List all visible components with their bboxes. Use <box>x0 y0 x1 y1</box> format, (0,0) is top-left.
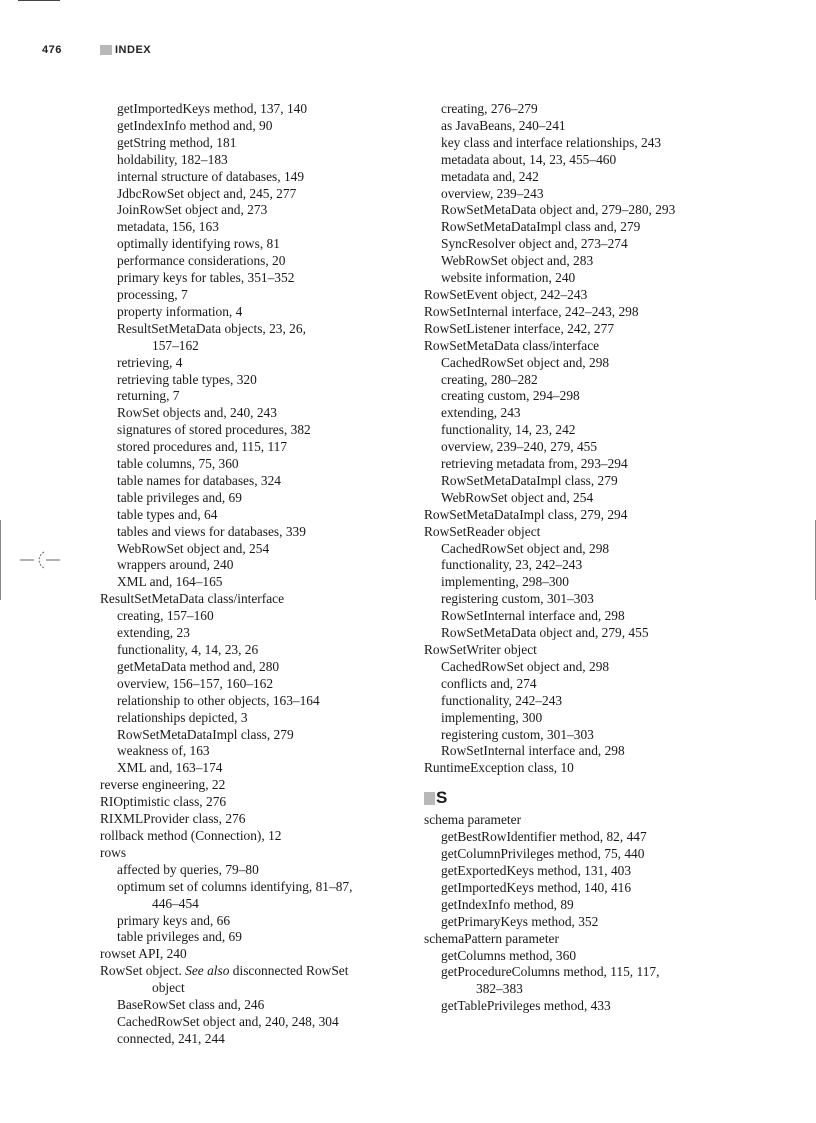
index-subentry <box>424 439 734 456</box>
index-subentry <box>100 743 400 760</box>
entry-text: getColumns method, 360 <box>441 947 577 963</box>
entry-text: CachedRowSet object and, 298 <box>441 658 610 674</box>
index-subentry <box>424 659 734 676</box>
entry-text: CachedRowSet object and, 298 <box>441 540 610 556</box>
entry-text: reverse engineering, 22 <box>100 777 226 793</box>
index-subentry <box>424 118 734 135</box>
index-entry <box>424 338 734 355</box>
index-subentry <box>100 118 400 135</box>
entry-text: wrappers around, 240 <box>117 557 234 573</box>
dotted-square-icon <box>424 792 435 805</box>
index-subentry <box>100 101 400 118</box>
index-subentry <box>424 557 734 574</box>
entry-text: metadata and, 242 <box>441 168 539 184</box>
index-entry <box>424 304 734 321</box>
index-subentry <box>100 625 400 642</box>
index-subentry <box>100 422 400 439</box>
entry-text: overview, 239–243 <box>441 185 544 201</box>
entry-text: table types and, 64 <box>117 506 218 522</box>
entry-text: ResultSetMetaData class/interface <box>100 591 285 607</box>
index-entry <box>100 963 400 980</box>
index-subentry <box>424 253 734 270</box>
entry-text: schema parameter <box>424 812 522 828</box>
index-subentry <box>100 236 400 253</box>
entry-text-continued: disconnected RowSet <box>229 963 349 979</box>
entry-text: website information, 240 <box>441 270 576 286</box>
entry-text: performance considerations, 20 <box>117 253 286 269</box>
entry-text: stored procedures and, 115, 117 <box>117 439 288 455</box>
entry-text: rowset API, 240 <box>100 946 187 962</box>
crop-mark-left <box>0 520 1 600</box>
index-subentry <box>100 676 400 693</box>
entry-text: RowSetMetaDataImpl class and, 279 <box>441 219 641 235</box>
index-subentry <box>424 101 734 118</box>
index-subentry <box>100 253 400 270</box>
index-subentry <box>100 456 400 473</box>
entry-text: extending, 23 <box>117 625 190 641</box>
index-subentry <box>424 591 734 608</box>
entry-text: primary keys and, 66 <box>117 912 231 928</box>
entry-text: table names for databases, 324 <box>117 472 281 488</box>
entry-text: WebRowSet object and, 283 <box>441 253 594 269</box>
entry-text: holdability, 182–183 <box>117 151 228 167</box>
entry-text: getMetaData method and, 280 <box>117 658 280 674</box>
entry-text: RowSetListener interface, 242, 277 <box>424 320 615 336</box>
index-subentry <box>424 236 734 253</box>
index-subentry <box>100 1014 400 1031</box>
entry-text: 157–162 <box>152 337 199 353</box>
index-subentry <box>424 998 734 1015</box>
index-subentry <box>424 388 734 405</box>
index-continuation <box>424 981 734 998</box>
entry-text: RowSetMetaDataImpl class, 279 <box>441 472 618 488</box>
running-header <box>42 44 151 56</box>
index-subentry <box>424 541 734 558</box>
index-subentry <box>100 997 400 1014</box>
entry-text: functionality, 242–243 <box>441 692 563 708</box>
entry-text: internal structure of databases, 149 <box>117 168 305 184</box>
section-letter <box>424 785 734 812</box>
index-entry <box>424 642 734 659</box>
entry-text: registering custom, 301–303 <box>441 591 594 607</box>
entry-text: RowSetInternal interface, 242–243, 298 <box>424 303 639 319</box>
entry-text: getBestRowIdentifier method, 82, 447 <box>441 829 647 845</box>
index-subentry <box>100 186 400 203</box>
entry-text: primary keys for tables, 351–352 <box>117 270 295 286</box>
index-subentry <box>424 846 734 863</box>
index-subentry <box>100 574 400 591</box>
index-subentry <box>100 929 400 946</box>
index-subentry <box>100 642 400 659</box>
see-also-label: See also <box>185 963 230 979</box>
entry-text: RowSetMetaDataImpl class, 279 <box>117 726 294 742</box>
index-subentry <box>100 473 400 490</box>
index-subentry <box>100 304 400 321</box>
entry-text: registering custom, 301–303 <box>441 726 594 742</box>
index-subentry <box>100 1031 400 1048</box>
entry-text: getTablePrivileges method, 433 <box>441 998 611 1014</box>
header-section-label: INDEX <box>115 44 152 56</box>
entry-text: implementing, 298–300 <box>441 574 569 590</box>
index-subentry <box>100 608 400 625</box>
index-subentry <box>424 625 734 642</box>
entry-text: RowSet object. <box>100 963 186 979</box>
index-subentry <box>424 135 734 152</box>
entry-text: table privileges and, 69 <box>117 489 242 505</box>
index-subentry <box>100 321 400 338</box>
entry-text: key class and interface relationships, 243 <box>441 134 662 150</box>
index-subentry <box>100 879 400 896</box>
index-entry <box>424 507 734 524</box>
entry-text: conflicts and, 274 <box>441 675 537 691</box>
entry-text: getIndexInfo method, 89 <box>441 896 574 912</box>
index-entry <box>100 777 400 794</box>
index-continuation <box>100 980 400 997</box>
index-subentry <box>100 152 400 169</box>
entry-text: implementing, 300 <box>441 709 543 725</box>
index-subentry <box>100 439 400 456</box>
index-column-right <box>424 101 734 1015</box>
entry-text: BaseRowSet class and, 246 <box>117 997 265 1013</box>
index-subentry <box>424 829 734 846</box>
index-subentry <box>100 541 400 558</box>
entry-text: table privileges and, 69 <box>117 929 242 945</box>
registration-mark-icon <box>18 548 62 572</box>
entry-text: retrieving, 4 <box>117 354 183 370</box>
entry-text: functionality, 14, 23, 242 <box>441 422 576 438</box>
entry-text: RIXMLProvider class, 276 <box>100 811 246 827</box>
index-continuation <box>100 896 400 913</box>
index-subentry <box>100 219 400 236</box>
entry-text: connected, 241, 244 <box>117 1030 225 1046</box>
index-subentry <box>100 913 400 930</box>
entry-text: creating, 280–282 <box>441 371 538 387</box>
entry-text: property information, 4 <box>117 303 243 319</box>
index-subentry <box>424 219 734 236</box>
index-subentry <box>100 727 400 744</box>
index-entry <box>100 811 400 828</box>
index-subentry <box>424 152 734 169</box>
index-subentry <box>424 270 734 287</box>
index-continuation <box>100 338 400 355</box>
entry-text: WebRowSet object and, 254 <box>117 540 270 556</box>
index-entry <box>100 946 400 963</box>
entry-text: CachedRowSet object and, 240, 248, 304 <box>117 1013 339 1029</box>
index-entry <box>100 794 400 811</box>
index-subentry <box>424 456 734 473</box>
index-subentry <box>424 914 734 931</box>
entry-text: RowSet objects and, 240, 243 <box>117 405 277 421</box>
entry-text: getString method, 181 <box>117 134 237 150</box>
entry-text: getProcedureColumns method, 115, 117, <box>441 964 660 980</box>
index-entry <box>424 812 734 829</box>
index-subentry <box>424 880 734 897</box>
index-subentry <box>100 659 400 676</box>
index-subentry <box>424 186 734 203</box>
index-subentry <box>100 135 400 152</box>
page-number: 476 <box>42 44 62 56</box>
index-subentry <box>424 897 734 914</box>
entry-text: JdbcRowSet object and, 245, 277 <box>117 185 297 201</box>
index-subentry <box>424 490 734 507</box>
index-subentry <box>100 405 400 422</box>
entry-text: RowSetMetaDataImpl class, 279, 294 <box>424 506 628 522</box>
entry-text: metadata about, 14, 23, 455–460 <box>441 151 617 167</box>
index-subentry <box>100 287 400 304</box>
index-subentry <box>424 863 734 880</box>
entry-text: SyncResolver object and, 273–274 <box>441 236 628 252</box>
entry-text: returning, 7 <box>117 388 180 404</box>
index-subentry <box>100 760 400 777</box>
crop-line <box>18 0 60 1</box>
index-subentry <box>100 169 400 186</box>
entry-text: functionality, 23, 242–243 <box>441 557 583 573</box>
entry-text: getColumnPrivileges method, 75, 440 <box>441 846 645 862</box>
index-subentry <box>424 202 734 219</box>
entry-text: rows <box>100 844 127 860</box>
entry-text: affected by queries, 79–80 <box>117 861 259 877</box>
index-subentry <box>424 372 734 389</box>
entry-text: getExportedKeys method, 131, 403 <box>441 862 632 878</box>
index-subentry <box>424 422 734 439</box>
entry-text: table columns, 75, 360 <box>117 456 239 472</box>
index-subentry <box>424 964 734 981</box>
index-subentry <box>424 743 734 760</box>
index-subentry <box>424 676 734 693</box>
entry-text: retrieving table types, 320 <box>117 371 257 387</box>
entry-text: weakness of, 163 <box>117 743 210 759</box>
index-subentry <box>100 372 400 389</box>
section-letter-text: S <box>436 788 448 808</box>
dotted-square-icon <box>100 45 112 55</box>
index-subentry <box>100 490 400 507</box>
index-subentry <box>424 608 734 625</box>
entry-text: XML and, 164–165 <box>117 574 223 590</box>
entry-text: overview, 156–157, 160–162 <box>117 675 274 691</box>
index-subentry <box>100 710 400 727</box>
entry-text: relationship to other objects, 163–164 <box>117 692 320 708</box>
index-subentry <box>100 270 400 287</box>
index-subentry <box>424 473 734 490</box>
index-subentry <box>100 524 400 541</box>
entry-text: getPrimaryKeys method, 352 <box>441 913 599 929</box>
index-subentry <box>424 169 734 186</box>
entry-text: schemaPattern parameter <box>424 930 559 946</box>
entry-text: 446–454 <box>152 895 199 911</box>
entry-text: optimally identifying rows, 81 <box>117 236 280 252</box>
entry-text: signatures of stored procedures, 382 <box>117 422 311 438</box>
index-entry <box>424 931 734 948</box>
entry-text: RuntimeException class, 10 <box>424 760 574 776</box>
index-subentry <box>424 710 734 727</box>
entry-text: creating, 276–279 <box>441 101 538 116</box>
entry-text: retrieving metadata from, 293–294 <box>441 456 628 472</box>
index-subentry <box>100 355 400 372</box>
index-subentry <box>424 574 734 591</box>
entry-text: overview, 239–240, 279, 455 <box>441 439 598 455</box>
entry-text: getImportedKeys method, 137, 140 <box>117 101 308 116</box>
index-subentry <box>100 388 400 405</box>
index-subentry <box>100 507 400 524</box>
index-subentry <box>100 693 400 710</box>
entry-text: functionality, 4, 14, 23, 26 <box>117 642 259 657</box>
entry-text: RowSetEvent object, 242–243 <box>424 286 588 302</box>
entry-text: RowSetWriter object <box>424 642 537 657</box>
entry-text: RIOptimistic class, 276 <box>100 794 227 810</box>
index-entry <box>100 591 400 608</box>
entry-text: RowSetMetaData object and, 279–280, 293 <box>441 202 676 218</box>
entry-text: WebRowSet object and, 254 <box>441 489 594 505</box>
index-entry <box>100 828 400 845</box>
entry-text: optimum set of columns identifying, 81–87, <box>117 878 353 894</box>
entry-text: getIndexInfo method and, 90 <box>117 117 273 133</box>
entry-text: RowSetInternal interface and, 298 <box>441 743 625 759</box>
index-entry <box>100 845 400 862</box>
entry-text: rollback method (Connection), 12 <box>100 827 282 843</box>
index-subentry <box>424 948 734 965</box>
index-subentry <box>424 405 734 422</box>
entry-text: metadata, 156, 163 <box>117 219 219 235</box>
index-subentry <box>424 727 734 744</box>
entry-text: ResultSetMetaData objects, 23, 26, <box>117 320 306 336</box>
index-entry <box>424 287 734 304</box>
entry-text: relationships depicted, 3 <box>117 709 248 725</box>
index-subentry <box>100 862 400 879</box>
index-entry <box>424 760 734 777</box>
entry-text: tables and views for databases, 339 <box>117 523 306 539</box>
index-subentry <box>100 202 400 219</box>
entry-text: object <box>152 980 185 996</box>
entry-text: JoinRowSet object and, 273 <box>117 202 268 218</box>
entry-text: processing, 7 <box>117 286 188 302</box>
index-entry <box>424 321 734 338</box>
index-subentry <box>424 693 734 710</box>
entry-text: extending, 243 <box>441 405 521 421</box>
entry-text: RowSetReader object <box>424 523 541 539</box>
entry-text: 382–383 <box>476 981 523 997</box>
entry-text: RowSetInternal interface and, 298 <box>441 608 625 624</box>
index-column-left <box>100 101 400 1048</box>
entry-text: creating custom, 294–298 <box>441 388 580 404</box>
entry-text: creating, 157–160 <box>117 608 214 624</box>
entry-text: RowSetMetaData class/interface <box>424 337 600 353</box>
entry-text: CachedRowSet object and, 298 <box>441 354 610 370</box>
index-subentry <box>424 355 734 372</box>
entry-text: getImportedKeys method, 140, 416 <box>441 879 632 895</box>
entry-text: XML and, 163–174 <box>117 760 223 776</box>
entry-text: as JavaBeans, 240–241 <box>441 117 566 133</box>
entry-text: RowSetMetaData object and, 279, 455 <box>441 625 649 641</box>
index-entry <box>424 524 734 541</box>
index-subentry <box>100 557 400 574</box>
